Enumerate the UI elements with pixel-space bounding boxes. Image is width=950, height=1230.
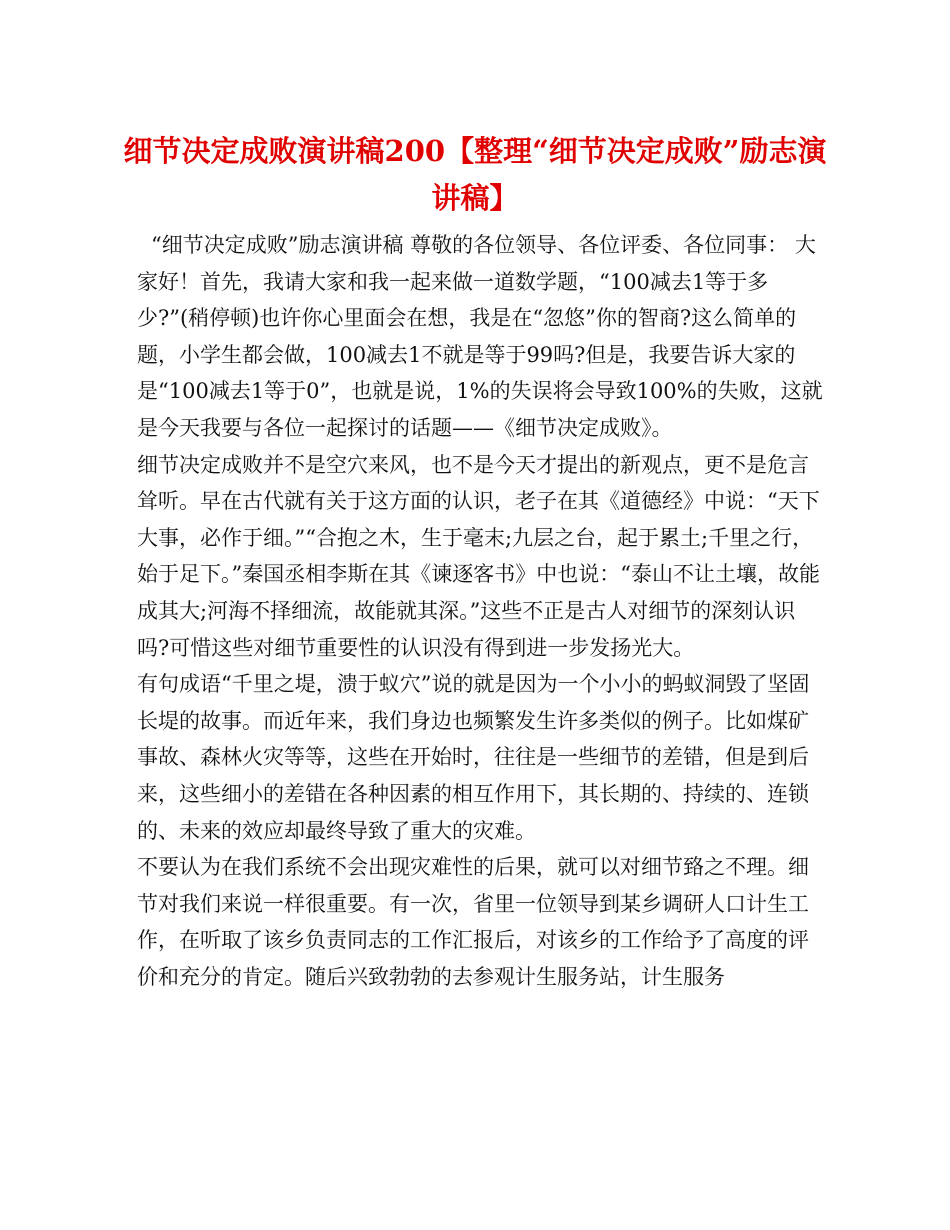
paragraph-2: 细节决定成败并不是空穴来风，也不是今天才提出的新观点，更不是危言耸听。早在古代就有关于这方面的认识，老子在其《道德经》中说：“天下大事，必作于细。”“合抱之木，生于毫末;九层之台，起于累土;千里之行，始于足下。”秦国丞相李斯在其《谏逐客书》中也说：“泰山不让土壤，故能成其大;河海不择细流，故能就其深。”这些不正是古人对细节的深刻认识吗?可惜这些对细节重要性的认识没有得到进一步发扬光大。: [137, 452, 820, 660]
document-title: 细节决定成败演讲稿200【整理“细节决定成败”励志演讲稿】: [123, 134, 827, 215]
document-body: [137, 227, 827, 995]
paragraph-1: “细节决定成败”励志演讲稿 尊敬的各位领导、各位评委、各位同事： 大家好！首先，我请大家和我一起来做一道数学题，“100减去1等于多少?”(稍停顿)也许你心里面会在想，我是在“忽悠”你的智商?这么简单的题，小学生都会做，100减去1不就是等于99吗?但是，我要告诉大家的是“100减去1等于0”，也就是说，1%的失误将会导致100%的失败，这就是今天我要与各位一起探讨的话题——《细节决定成败》。: [137, 233, 823, 440]
paragraph-3: 有句成语“千里之堤，溃于蚁穴”说的就是因为一个小小的蚂蚁洞毁了坚固长堤的故事。而近年来，我们身边也频繁发生许多类似的例子。比如煤矿事故、森林火灾等等，这些在开始时，往往是一些细节的差错，但是到后来，这些细小的差错在各种因素的相互作用下，其长期的、持续的、连锁的、未来的效应却最终导致了重大的灾难。: [137, 672, 810, 843]
paragraph-4: 不要认为在我们系统不会出现灾难性的后果，就可以对细节臵之不理。细节对我们来说一样很重要。有一次，省里一位领导到某乡调研人口计生工作，在听取了该乡负责同志的工作汇报后，对该乡的工作给予了高度的评价和充分的肯定。随后兴致勃勃的去参观计生服务站，计生服务: [137, 855, 809, 989]
